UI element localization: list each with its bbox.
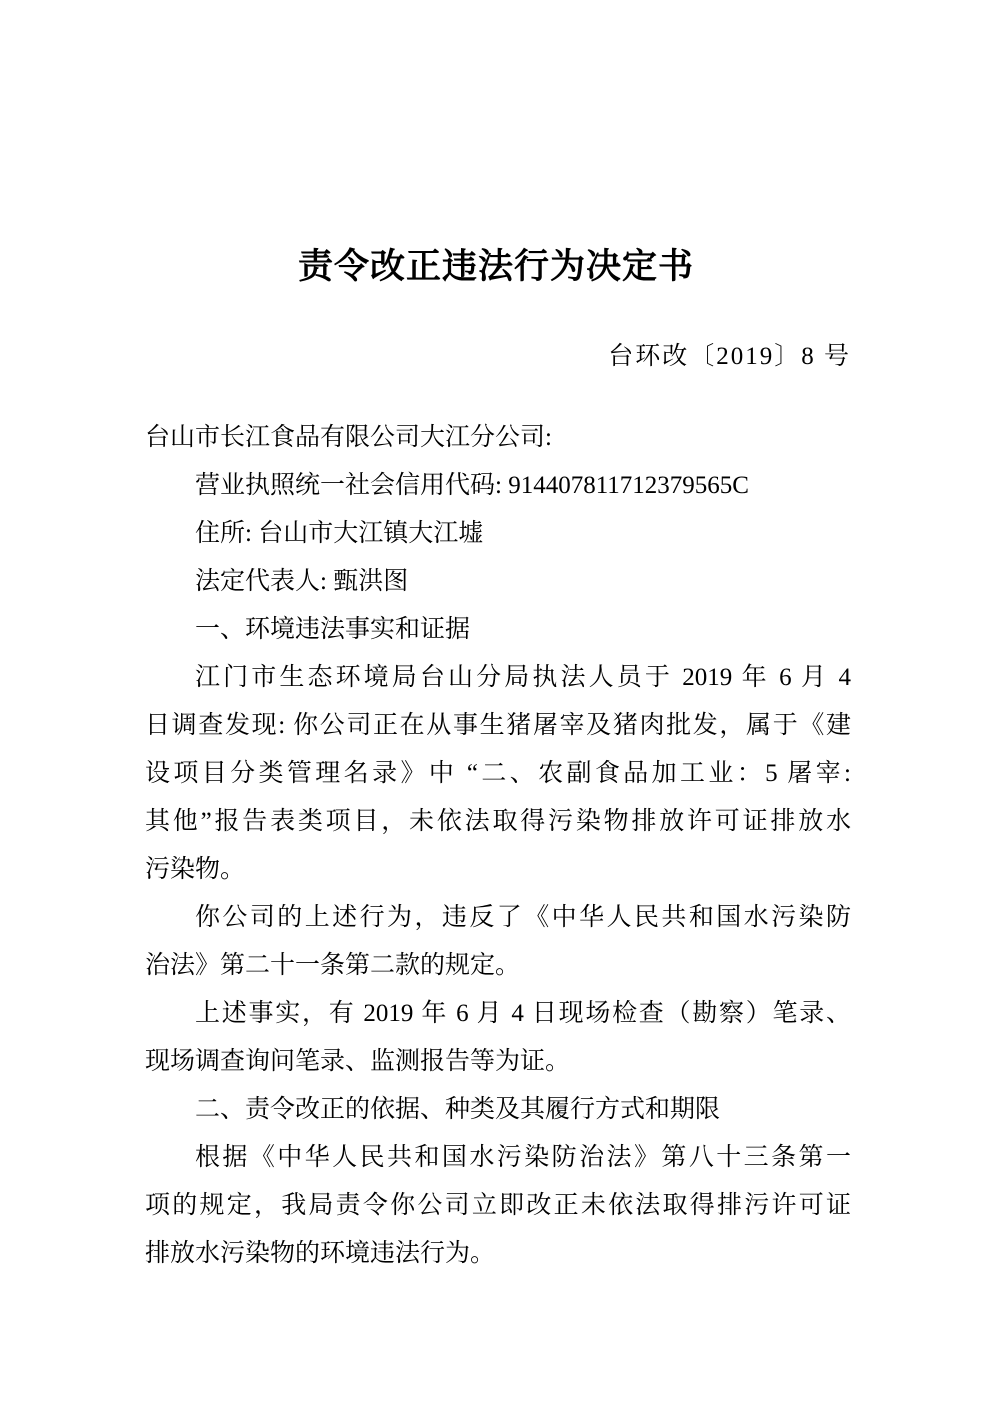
document-line: 法定代表人: 甄洪图 [195,568,409,595]
document-line: 项的规定，我局责令你公司立即改正未依法取得排污许可证 [145,1192,851,1219]
document-line: 排放水污染物的环境违法行为。 [145,1240,496,1267]
document-line: 一、环境违法事实和证据 [195,616,471,643]
document-line: 日调查发现: 你公司正在从事生猪屠宰及猪肉批发，属于《建 [145,712,851,739]
document-line: 治法》第二十一条第二款的规定。 [145,952,521,979]
document-title: 责令改正违法行为决定书 [297,247,694,286]
document-line: 污染物。 [145,856,246,883]
document-line: 现场调查询问笔录、监测报告等为证。 [145,1048,571,1075]
document-line: 你公司的上述行为，违反了《中华人民共和国水污染防 [195,904,851,931]
document-line: 上述事实，有 2019 年 6 月 4 日现场检查（勘察）笔录、 [195,1000,851,1027]
document-line: 其他”报告表类项目，未依法取得污染物排放许可证排放水 [145,808,851,835]
document-line: 江门市生态环境局台山分局执法人员于 2019 年 6 月 4 [195,664,851,691]
document-line: 设项目分类管理名录》中 “二、农副食品加工业：5 屠宰: [145,760,851,787]
document-line: 二、责令改正的依据、种类及其履行方式和期限 [195,1096,721,1123]
document-line: 根据《中华人民共和国水污染防治法》第八十三条第一 [195,1144,851,1171]
document-line: 营业执照统一社会信用代码: 914407811712379565C [195,472,749,499]
document-line: 住所: 台山市大江镇大江墟 [195,520,484,547]
document-line: 台山市长江食品有限公司大江分公司: [145,424,552,451]
document-number: 台环改〔2019〕8 号 [608,343,851,370]
document-body [145,414,851,1278]
